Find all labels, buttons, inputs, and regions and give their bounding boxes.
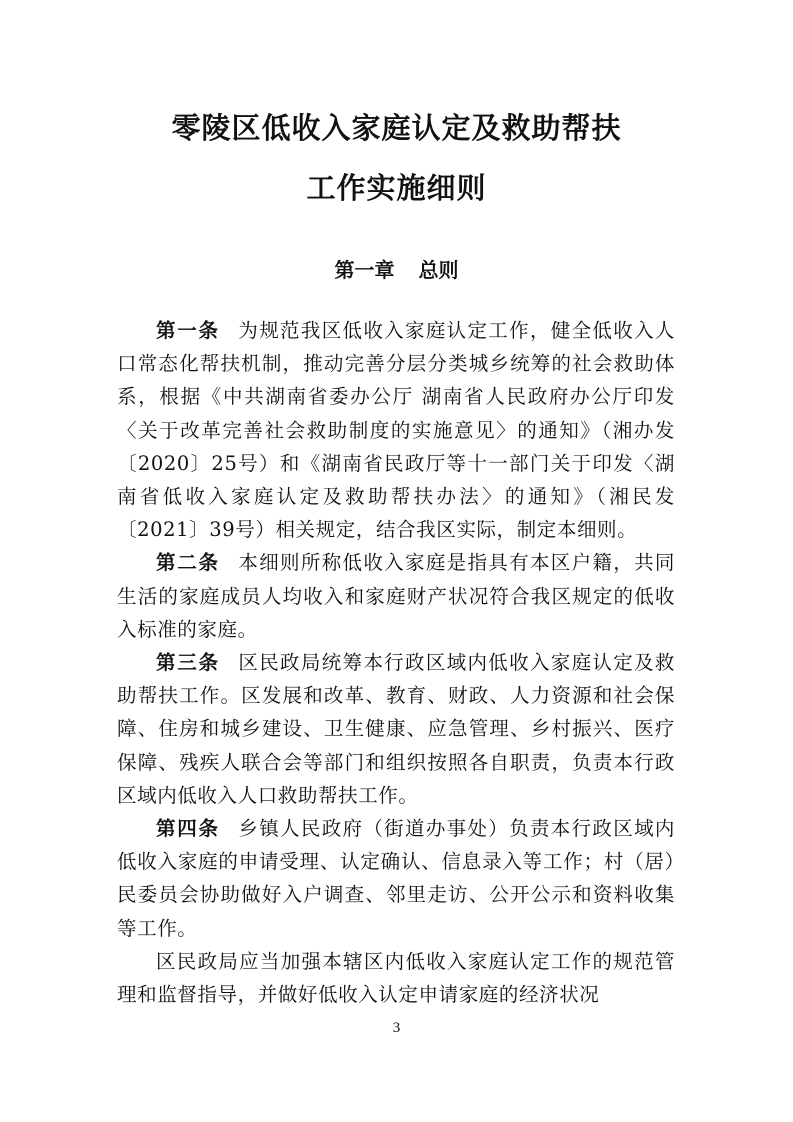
page-number: 3	[392, 1020, 401, 1036]
chapter-name: 总则	[418, 258, 459, 282]
article-3-label: 第三条	[156, 651, 220, 675]
article-1-label: 第一条	[156, 319, 220, 342]
article-3	[117, 646, 675, 812]
article-4	[117, 812, 675, 945]
article-2-text: 本细则所称低收入家庭是指具有本区户籍，共同生活的家庭成员人均收入和家庭财产状况符合我区规定的低收入标准的家庭。	[117, 551, 675, 641]
article-4-label: 第四条	[156, 817, 220, 841]
article-4-text: 乡镇人民政府（街道办事处）负责本行政区域内低收入家庭的申请受理、认定确认、信息录入等工作；村（居）民委员会协助做好入户调查、邻里走访、公开公示和资料收集等工作。	[117, 817, 675, 940]
document-body	[117, 314, 675, 1011]
article-1	[117, 314, 675, 546]
continuation-paragraph: 区民政局应当加强本辖区内低收入家庭认定工作的规范管理和监督指导，并做好低收入认定申请家庭的经济状况	[117, 949, 675, 1007]
document-title-line-1: 零陵区低收入家庭认定及救助帮扶	[171, 111, 622, 145]
article-3-text: 区民政局统筹本行政区域内低收入家庭认定及救助帮扶工作。区发展和改革、教育、财政、人力资源和社会保障、住房和城乡建设、卫生健康、应急管理、乡村振兴、医疗保障、残疾人联合会等部门和组织按照各自职责，负责本行政区域内低收入人口救助帮扶工作。	[117, 651, 675, 807]
chapter-heading	[0, 256, 793, 284]
article-2-label: 第二条	[156, 551, 220, 575]
document-title-line-2: 工作实施细则	[306, 171, 487, 205]
article-1-text: 为规范我区低收入家庭认定工作，健全低收入人口常态化帮扶机制，推动完善分层分类城乡统筹的社会救助体系，根据《中共湖南省委办公厅 湖南省人民政府办公厅印发〈关于改革完善社会救助制度的实施意见〉的通知》（湘办发〔2020〕25号）和《湖南省民政厅等十一部门关于印发〈湖南省低收入家庭认定及救助帮扶办法〉的通知》（湘民发〔2021〕39号）相关规定，结合我区实际，制定本细则。	[117, 319, 675, 542]
chapter-number: 第一章	[334, 258, 395, 282]
article-2	[117, 546, 675, 646]
